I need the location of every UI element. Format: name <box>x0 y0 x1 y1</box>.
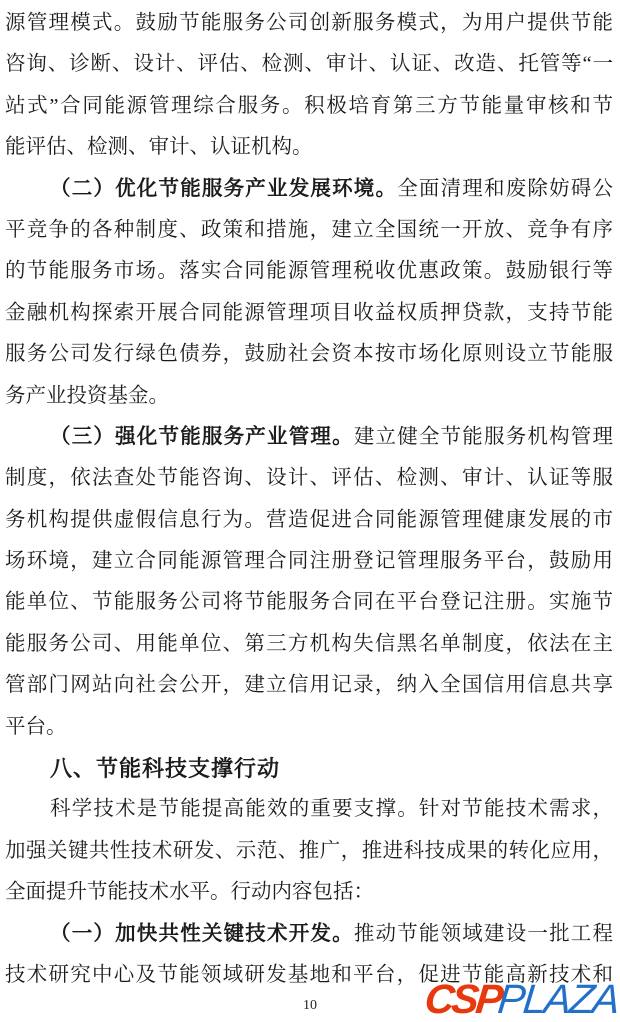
line-text: 平台。 <box>5 715 67 738</box>
text-line <box>5 582 613 623</box>
text-line <box>5 3 613 44</box>
text-line <box>5 127 613 168</box>
line-text: 源管理模式。鼓励节能服务公司创新服务模式，为用户提供节能 <box>5 12 613 34</box>
text-line <box>5 707 613 748</box>
line-text: 场环境，建立合同能源管理合同注册登记管理服务平台，鼓励用 <box>5 550 613 573</box>
line-bold-lead: （三）强化节能服务产业管理。 <box>50 425 354 448</box>
text-line <box>5 914 613 955</box>
logo-plaza-text: PLAZA <box>495 976 620 1022</box>
line-text: 技术研究中心及节能领域研发基地和平台，促进节能高新技术和 <box>5 963 613 986</box>
text-line <box>5 872 613 913</box>
page-number: 10 <box>303 998 317 1013</box>
line-text: 制度，依法查处节能咨询、设计、评估、检测、审计、认证等服 <box>5 467 613 490</box>
text-line <box>5 789 613 830</box>
text-line <box>5 251 613 292</box>
cspplaza-logo <box>422 976 620 1022</box>
line-text: 的节能服务市场。落实合同能源管理税收优惠政策。鼓励银行等 <box>5 260 613 283</box>
text-line <box>5 541 613 582</box>
line-text: 管部门网站向社会公开，建立信用记录，纳入全国信用信息共享 <box>5 674 613 697</box>
line-text: 八、节能科技支撑行动 <box>50 756 281 782</box>
text-line <box>5 417 613 458</box>
line-text: 建立健全节能服务机构管理 <box>353 425 613 448</box>
line-text: 能评估、检测、审计、认证机构。 <box>5 136 313 159</box>
line-text: 加强关键共性技术研发、示范、推广，推进科技成果的转化应用， <box>5 839 613 862</box>
text-line <box>5 210 613 251</box>
line-text: 能单位、节能服务公司将节能服务合同在平台登记注册。实施节 <box>5 591 613 614</box>
line-text: 平竞争的各种制度、政策和措施，建立全国统一开放、竞争有序 <box>5 218 613 241</box>
line-text: 推动节能领域建设一批工程 <box>353 922 613 945</box>
line-bold-lead: （一）加快共性关键技术开发。 <box>50 922 354 945</box>
text-line <box>5 831 613 872</box>
line-text: 全面提升节能技术水平。行动内容包括： <box>5 881 374 904</box>
line-text: 科学技术是节能提高能效的重要支撑。针对节能技术需求， <box>50 798 613 821</box>
text-line <box>5 334 613 375</box>
text-line <box>5 376 613 417</box>
line-text: 金融机构探索开展合同能源管理项目收益权质押贷款，支持节能 <box>5 301 613 324</box>
line-text: 能服务公司、用能单位、第三方机构失信黑名单制度，依法在主 <box>5 632 613 655</box>
text-line <box>5 458 613 499</box>
section-heading <box>5 748 613 789</box>
line-text: 全面清理和废除妨碍公 <box>397 177 613 200</box>
line-text: 服务公司发行绿色债券，鼓励社会资本按市场化原则设立节能服 <box>5 343 613 366</box>
text-line <box>5 500 613 541</box>
text-line <box>5 293 613 334</box>
logo-csp-text: CSP <box>422 976 503 1022</box>
line-text: 站式”合同能源管理综合服务。积极培育第三方节能量审核和节 <box>5 94 613 117</box>
text-line <box>5 624 613 665</box>
line-bold-lead: （二）优化节能服务产业发展环境。 <box>50 177 398 200</box>
document-text <box>5 3 613 996</box>
line-text: 务产业投资基金。 <box>5 384 169 407</box>
line-text: 咨询、诊断、设计、评估、检测、审计、认证、改造、托管等“一 <box>5 53 613 76</box>
line-text: 务机构提供虚假信息行为。营造促进合同能源管理健康发展的市 <box>5 508 613 531</box>
text-line <box>5 169 613 210</box>
text-line <box>5 86 613 127</box>
text-line <box>5 44 613 85</box>
text-line <box>5 665 613 706</box>
